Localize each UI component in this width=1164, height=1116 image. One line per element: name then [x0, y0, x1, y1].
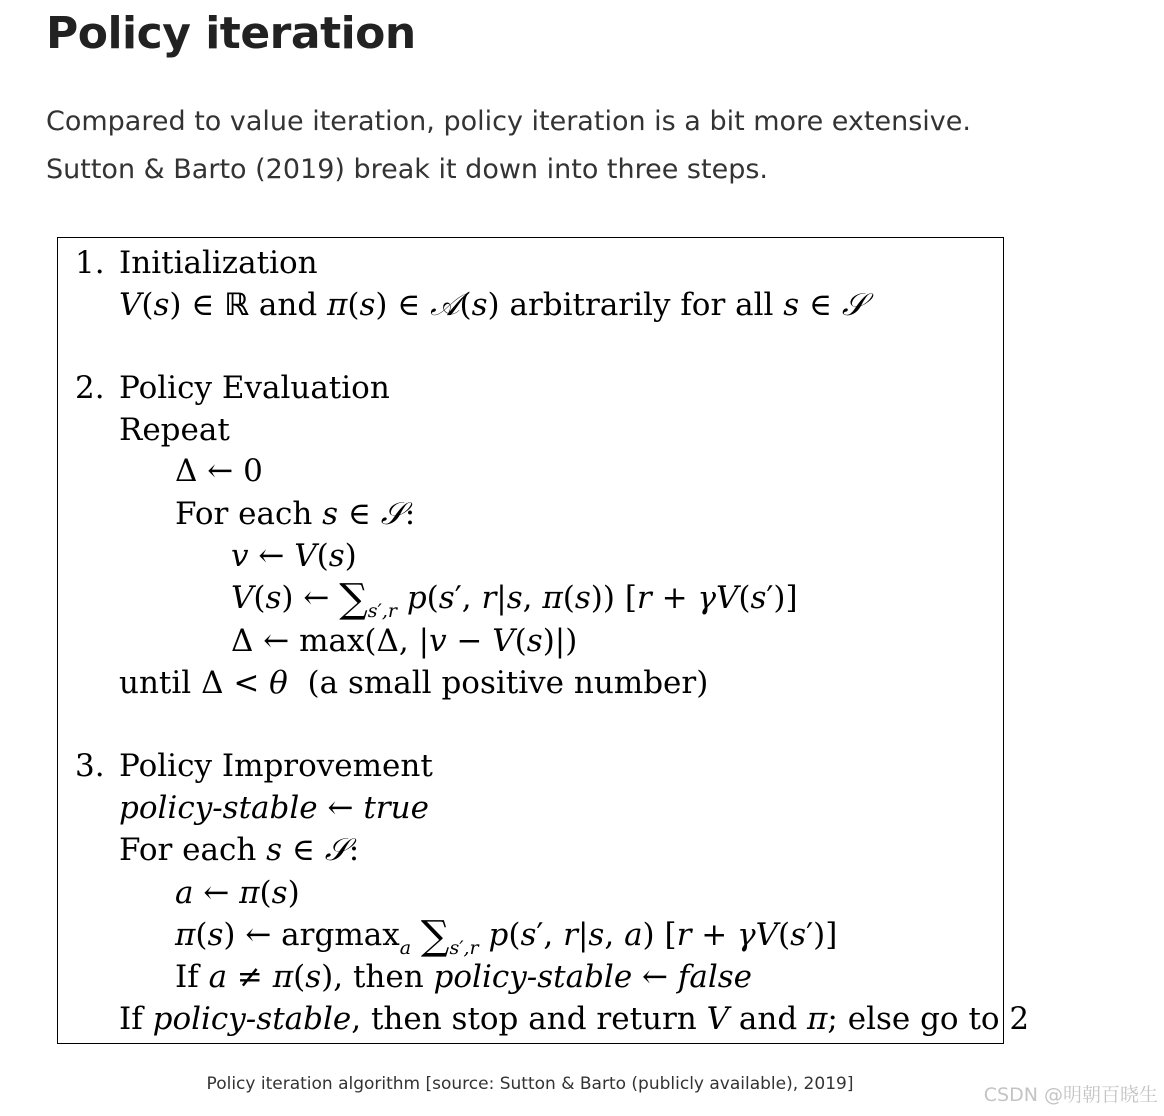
step2-until-note: (a small positive number): [307, 665, 709, 701]
step3-final-and: and: [738, 1001, 798, 1037]
step3-final-then: , then stop and return: [351, 1001, 697, 1037]
step2-header: [75, 368, 390, 408]
step3-title: Policy Improvement: [119, 748, 433, 784]
step3-stable-check: If a ≠ π(s), then policy-stable ← false: [175, 959, 752, 995]
step2-repeat: Repeat: [119, 412, 230, 448]
step3-final-line: If policy-stable, then stop and return V and π; else go to 2: [119, 1001, 1030, 1037]
intro-paragraph: Compared to value iteration, policy iteration is a bit more extensive. Sutton & Barto (2019) break it down into three steps.: [46, 106, 971, 185]
step2-bellman-update: V(s) ← $\sum_{s',r}$ p(s′, r|s, π(s)) [r + γV(s′)]: [231, 576, 798, 622]
step2-title: Policy Evaluation: [119, 370, 390, 406]
step1-number: 1.: [75, 245, 105, 281]
step2-for-each-label: For each: [175, 496, 313, 532]
watermark: CSDN @明朝百晓生: [983, 1084, 1158, 1106]
step1-header: [75, 243, 318, 283]
step2-number: 2.: [75, 370, 105, 406]
step2-for-each: For each s ∈ 𝒮:: [175, 496, 416, 532]
step3-argmax-update: π(s) ← argmax$_a$ $\sum_{s',r}$ p(s′, r|s, a) [r + γV(s′)]: [175, 913, 838, 959]
step3-a-assign: a ← π(s): [175, 875, 300, 911]
step3-header: [75, 746, 433, 786]
step2-delta-init: Δ ← 0: [175, 453, 263, 489]
step3-number: 3.: [75, 748, 105, 784]
figure-caption: Policy iteration algorithm [source: Sutton & Barto (publicly available), 2019]: [206, 1074, 854, 1094]
section-heading: Policy iteration: [46, 8, 416, 59]
step3-stable-init: policy-stable ← true: [119, 790, 429, 826]
step2-delta-update: Δ ← max(Δ, |v − V(s)|): [231, 623, 578, 659]
algorithm-figure: [57, 237, 1030, 1044]
step2-until-label: until: [119, 665, 192, 701]
step3-for-each: For each s ∈ 𝒮:: [119, 832, 360, 868]
step2-v-assign: v ← V(s): [231, 538, 357, 574]
step3-for-each-label: For each: [119, 832, 257, 868]
step3-final-if: If: [119, 1001, 143, 1037]
step3-final-else: ; else go to 2: [827, 1001, 1030, 1037]
step1-formula: V(s) ∈ ℝ and π(s) ∈ 𝒜(s) arbitrarily for all s ∈ 𝒮: [119, 287, 866, 323]
step1-title: Initialization: [119, 245, 318, 281]
step2-until: until Δ < θ (a small positive number): [119, 665, 709, 701]
